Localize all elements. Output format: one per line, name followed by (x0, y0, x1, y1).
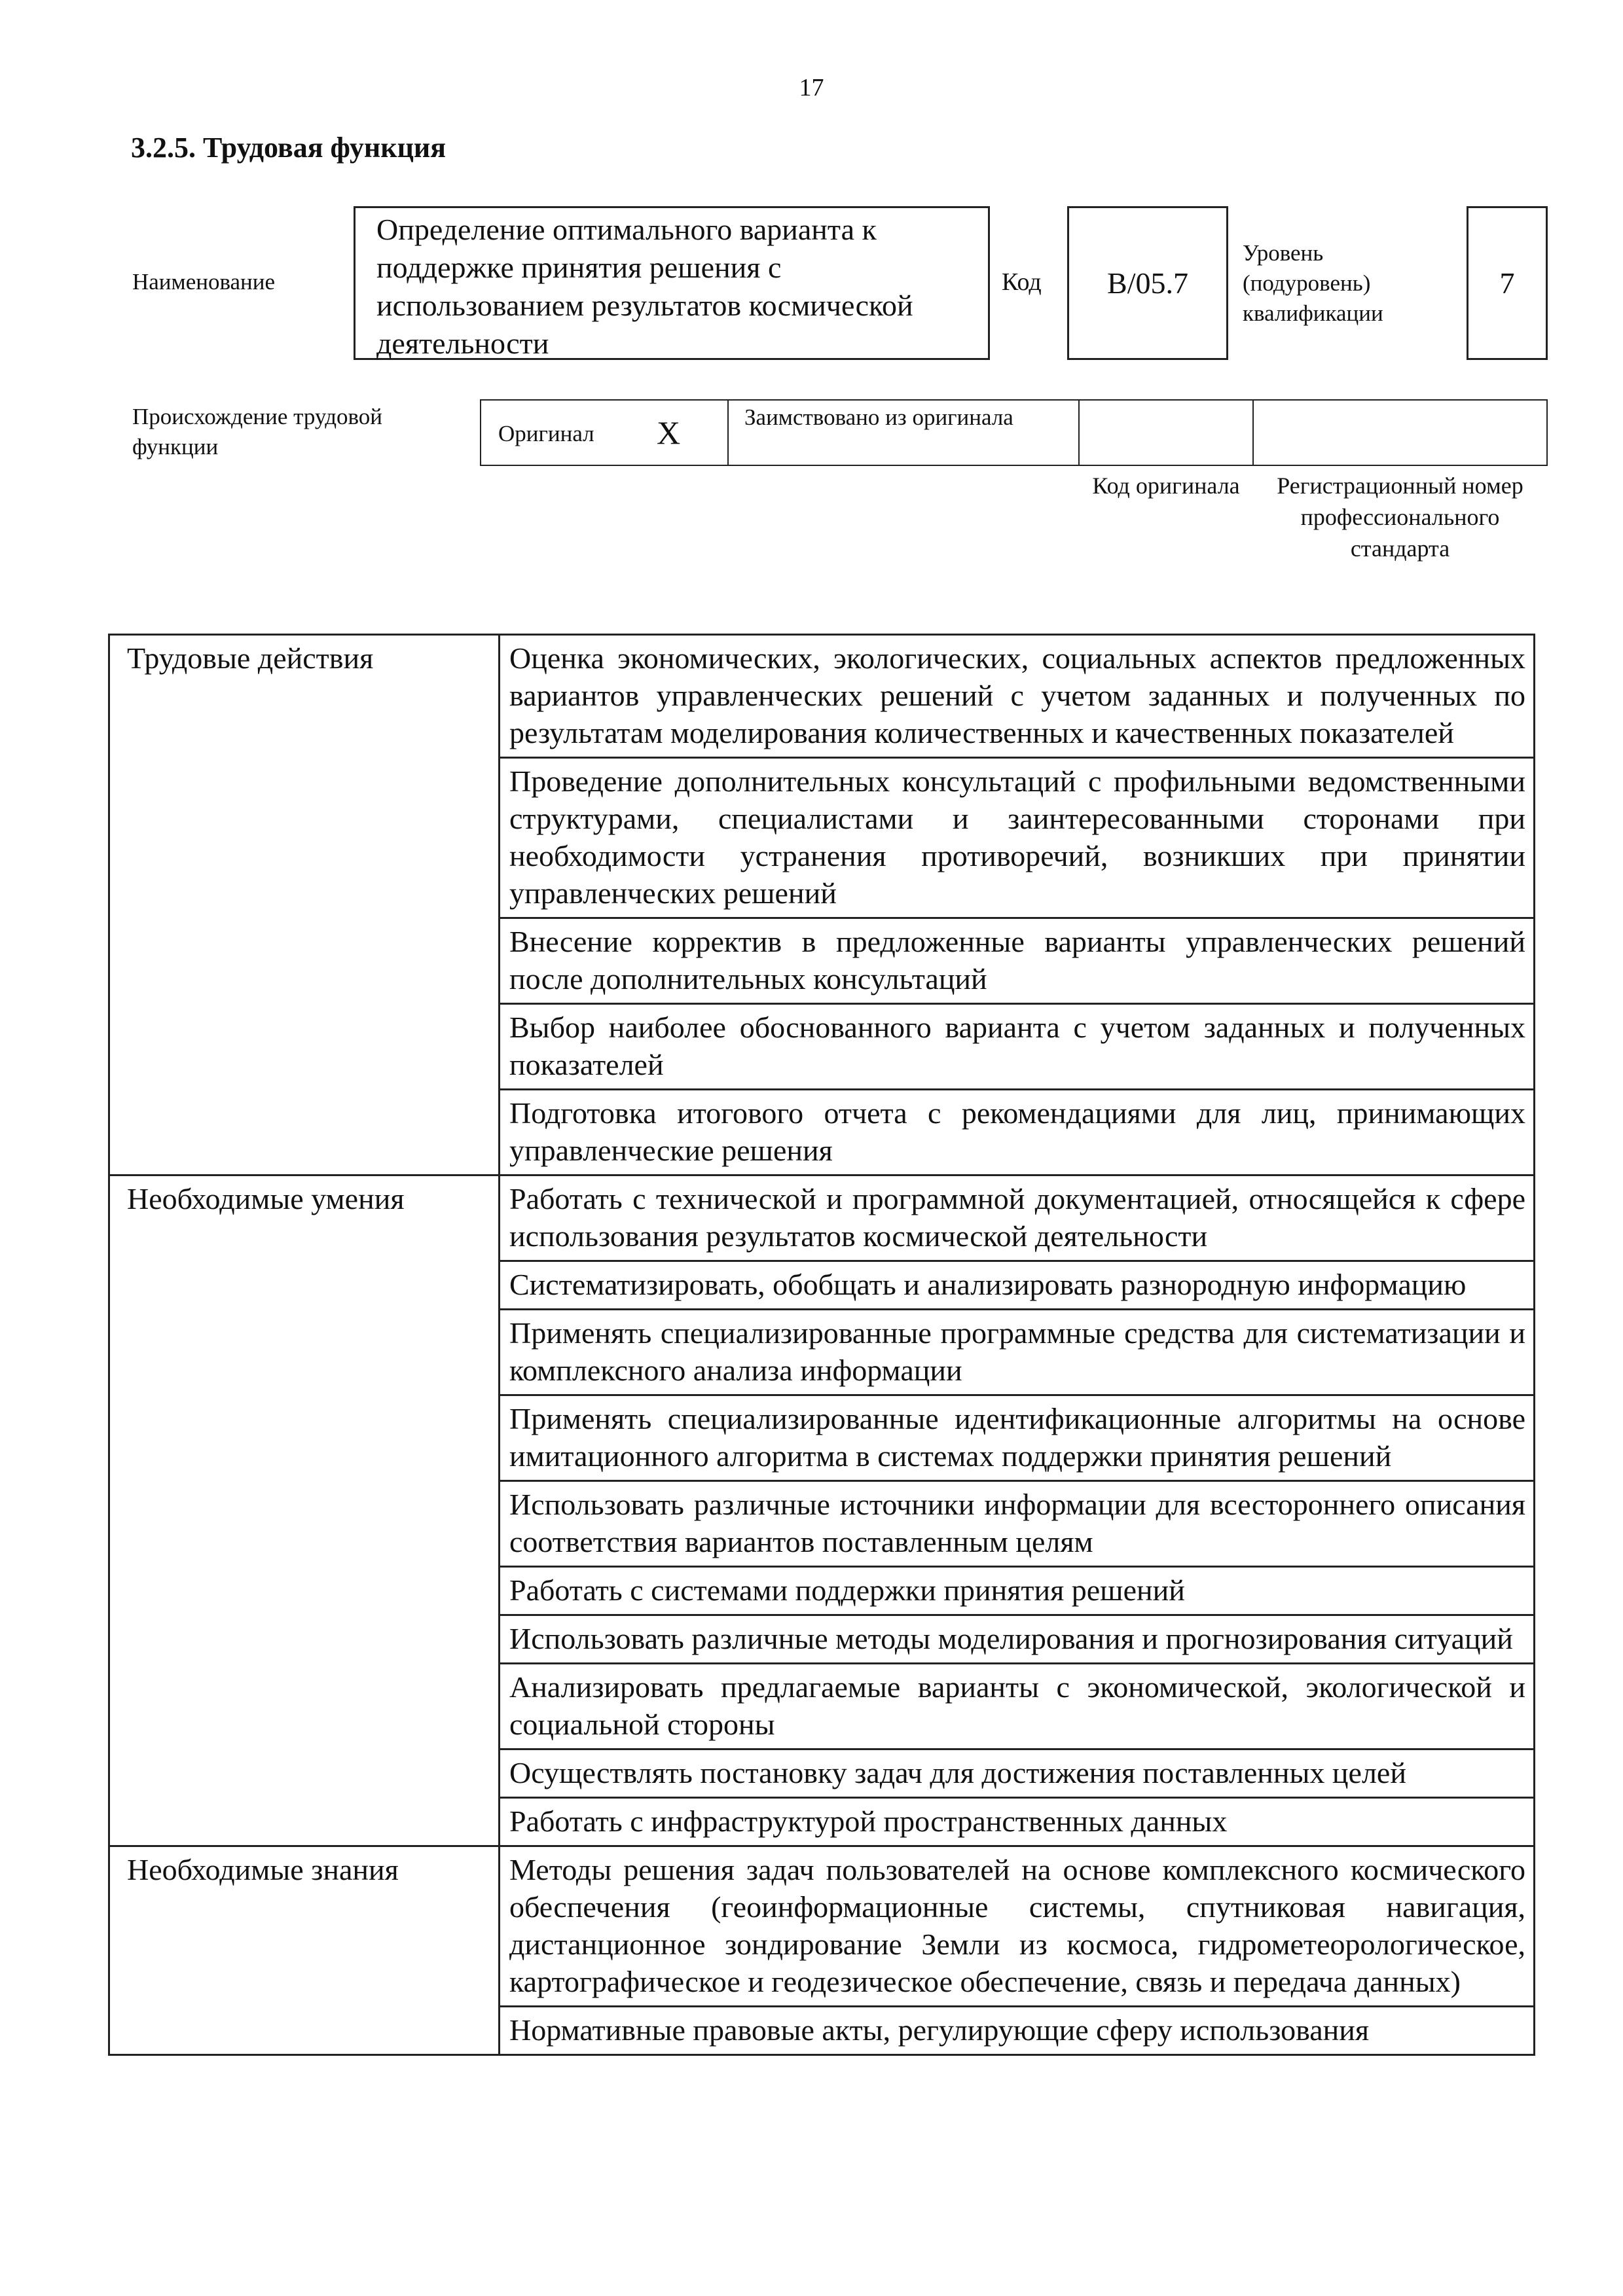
table-row (109, 1175, 1535, 1261)
code-label: Код (1002, 268, 1042, 296)
list-item: Методы решения задач пользователей на основе комплексного космического обеспечения (геоинформационные системы, спутниковая навигация, дистанционное зондирование Земли из космоса, гидрометеорологическое, картографическое и геодезическое обеспечение, связь и передача данных) (500, 1846, 1535, 2007)
competence-table (108, 634, 1535, 2056)
reg-number-caption: Регистрационный номер профессионального стандарта (1277, 473, 1523, 562)
list-item: Использовать различные методы моделирования и прогнозирования ситуаций (500, 1615, 1535, 1664)
original-cell (480, 399, 729, 466)
name-label: Наименование (132, 269, 276, 295)
list-item: Систематизировать, обобщать и анализировать разнородную информацию (500, 1261, 1535, 1310)
list-item: Оценка экономических, экологических, социальных аспектов предложенных вариантов управленческих решений с учетом заданных и полученных по результатам моделирования количественных и качественных показателей (500, 635, 1535, 758)
section-category: Трудовые действия (109, 635, 500, 1175)
reg-number-cell (1252, 399, 1548, 466)
list-item: Работать с инфраструктурой пространственных данных (500, 1798, 1535, 1846)
original-label: Оригинал (498, 421, 594, 446)
section-category: Необходимые умения (109, 1175, 500, 1846)
list-item: Проведение дополнительных консультаций с профильными ведомственными структурами, специалистами и заинтересованными сторонами при необходимости устранения противоречий, возникших при принятии управленческих решений (500, 758, 1535, 918)
list-item: Осуществлять постановку задач для достижения поставленных целей (500, 1749, 1535, 1798)
original-code-cell (1078, 399, 1254, 466)
list-item: Подготовка итогового отчета с рекомендациями для лиц, принимающих управленческие решения (500, 1090, 1535, 1175)
list-item: Нормативные правовые акты, регулирующие сферу использования (500, 2007, 1535, 2055)
list-item: Применять специализированные идентификационные алгоритмы на основе имитационного алгоритма в системах поддержки принятия решений (500, 1395, 1535, 1481)
list-item: Выбор наиболее обоснованного варианта с учетом заданных и полученных показателей (500, 1004, 1535, 1090)
name-value: Определение оптимального варианта к поддержке принятия решения с использованием результатов космической деятельности (354, 206, 990, 360)
page-number: 17 (799, 74, 824, 101)
table-row (109, 635, 1535, 758)
list-item: Работать с технической и программной документацией, относящейся к сфере использования результатов космической деятельности (500, 1175, 1535, 1261)
list-item: Применять специализированные программные средства для систематизации и комплексного анализа информации (500, 1310, 1535, 1395)
list-item: Анализировать предлагаемые варианты с экономической, экологической и социальной стороны (500, 1664, 1535, 1749)
table-row (109, 1846, 1535, 2007)
list-item: Внесение корректив в предложенные варианты управленческих решений после дополнительных консультаций (500, 918, 1535, 1004)
section-title: 3.2.5. Трудовая функция (131, 132, 447, 164)
origin-label: Происхождение трудовой функции (132, 404, 383, 459)
list-item: Работать с системами поддержки принятия решений (500, 1567, 1535, 1615)
level-label: Уровень (подуровень) квалификации (1243, 240, 1383, 326)
original-mark: X (657, 414, 681, 451)
level-value: 7 (1467, 206, 1548, 360)
borrowed-cell: Заимствовано из оригинала (727, 399, 1080, 466)
section-category: Необходимые знания (109, 1846, 500, 2055)
original-code-caption: Код оригинала (1092, 473, 1240, 499)
list-item: Использовать различные источники информации для всестороннего описания соответствия вариантов поставленным целям (500, 1481, 1535, 1567)
code-value: B/05.7 (1067, 206, 1228, 360)
